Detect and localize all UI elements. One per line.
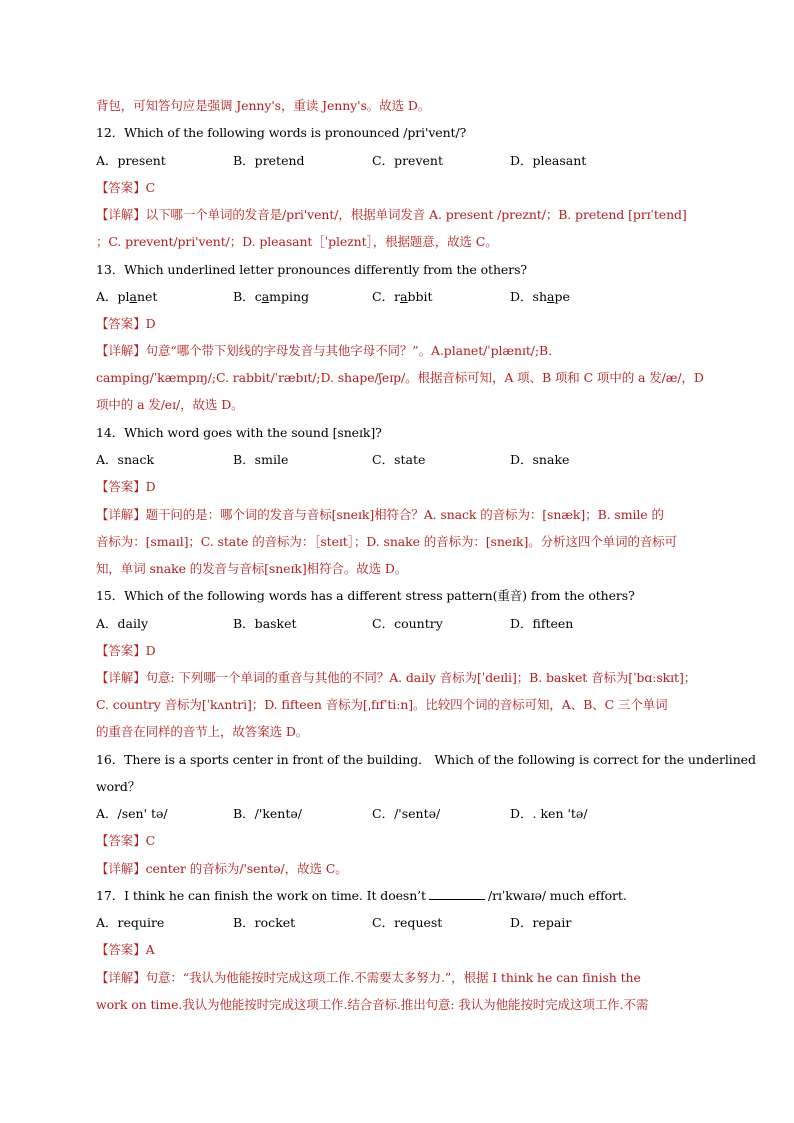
detail-tag: 【详解】 (96, 343, 146, 358)
q16-option-a: A．/sen' tə/ (96, 806, 168, 821)
q13-detail-cont-2: 项中的 a 发/eɪ/，故选 D。 (96, 397, 244, 412)
answer-blank (429, 888, 485, 900)
q12-detail-cont: ；C. prevent/pri'vent/；D. pleasant［ˈpleznt］，根据题意，故选 C。 (96, 234, 498, 249)
answer-tag: 【答案】 (96, 942, 146, 957)
q13-option-b: B．camping (233, 289, 310, 304)
question-12: 12．Which of the following words is pronounced /pri'vent/? (96, 125, 467, 140)
q12-option-a: A．present (96, 153, 166, 168)
answer-tag: 【答案】 (96, 316, 146, 331)
q17-answer (96, 942, 706, 958)
q14-option-c: C．state (372, 452, 426, 467)
question-13: 13．Which underlined letter pronounces differently from the others? (96, 262, 527, 277)
q12-option-d: D．pleasant (510, 153, 587, 168)
q14-answer (96, 479, 706, 495)
q16-option-d: D．. ken 'tə/ (510, 806, 588, 821)
q17-option-a: A．require (96, 915, 165, 930)
q14-option-b: B．smile (233, 452, 289, 467)
answer-tag: 【答案】 (96, 180, 146, 195)
q12-option-b: B．pretend (233, 153, 305, 168)
q17-detail (96, 970, 706, 986)
question-15: 15．Which of the following words has a different stress pattern(重音) from the others? (96, 588, 635, 603)
answer-tag: 【答案】 (96, 833, 146, 848)
q14-detail-cont-2: 知，单词 snake 的发音与音标[sneɪk]相符合。故选 D。 (96, 561, 408, 576)
q13-detail (96, 343, 706, 359)
question-17: 17．I think he can finish the work on time. It doesn’t /rɪˈkwaɪə/ much effort. (96, 888, 627, 903)
detail-text: 题干问的是：哪个词的发音与音标[sneɪk]相符合？A. snack 的音标为：[snæk]；B. smile 的 (145, 507, 664, 522)
q15-option-c: C．country (372, 616, 443, 631)
q12-answer (96, 180, 706, 196)
answer-value: D (145, 479, 156, 494)
q12-option-c: C．prevent (372, 153, 443, 168)
q16-answer (96, 833, 706, 849)
answer-tag: 【答案】 (96, 479, 146, 494)
answer-value: D (145, 643, 156, 658)
answer-value: A (145, 942, 155, 957)
q15-option-a: A．daily (96, 616, 149, 631)
detail-text: 句意：“我认为他能按时完成这项工作.不需要太多努力.”，根据 I think he can finish the (145, 970, 641, 985)
q14-detail (96, 507, 706, 523)
q17-option-c: C．request (372, 915, 443, 930)
detail-tag: 【详解】 (96, 670, 146, 685)
q15-detail (96, 670, 706, 686)
detail-text: 句意: 下列哪一个单词的重音与其他的不同？A. daily 音标为[ˈdeɪli]；B. basket 音标为[ˈbɑːskɪt]； (145, 670, 697, 685)
q17-option-b: B．rocket (233, 915, 296, 930)
answer-tag: 【答案】 (96, 643, 146, 658)
q15-option-b: B．basket (233, 616, 297, 631)
q14-detail-cont: 音标为：[smaɪl]；C. state 的音标为：［steɪt］；D. snake 的音标为：[sneɪk]。分析这四个单词的音标可 (96, 534, 678, 549)
detail-text: 句意“哪个带下划线的字母发音与其他字母不同？”。A.planet/ˈplænɪt/;B. (145, 343, 552, 358)
q16-option-b: B．/'kentə/ (233, 806, 302, 821)
q16-option-c: C．/'sentə/ (372, 806, 441, 821)
q13-answer (96, 316, 706, 332)
q12-detail (96, 207, 706, 223)
detail-text: center 的音标为/'sentə/，故选 C。 (145, 861, 348, 876)
answer-value: D (145, 316, 156, 331)
q13-option-d: D．shape (510, 289, 570, 304)
answer-value: C (145, 833, 156, 848)
q15-option-d: D．fifteen (510, 616, 574, 631)
q15-detail-cont-2: 的重音在同样的音节上，故答案选 D。 (96, 724, 309, 739)
detail-tag: 【详解】 (96, 207, 146, 222)
detail-tag: 【详解】 (96, 861, 146, 876)
intro-line: 背包，可知答句应是强调 Jenny's，重读 Jenny's。故选 D。 (96, 98, 431, 113)
q16-detail (96, 861, 706, 877)
detail-text: 以下哪一个单词的发音是/pri'vent/，根据单词发音 A. present /preznt/；B. pretend [prɪˈtend] (145, 207, 687, 222)
q14-option-a: A．snack (96, 452, 155, 467)
q13-detail-cont: camping/ˈkæmpɪŋ/;C. rabbit/ˈræbɪt/;D. shape/ʃeɪp/。根据音标可知，A 项、B 项和 C 项中的 a 发/æ/，D (96, 370, 704, 385)
q17-option-d: D．repair (510, 915, 572, 930)
q14-option-d: D．snake (510, 452, 570, 467)
q15-detail-cont: C. country 音标为[ˈkʌntri]；D. fifteen 音标为[ˌfɪfˈtiːn]。比较四个词的音标可知，A、B、C 三个单词 (96, 697, 668, 712)
q13-option-a: A．planet (96, 289, 158, 304)
q17-detail-cont: work on time.我认为他能按时完成这项工作.结合音标.推出句意: 我认为他能按时完成这项工作.不需 (96, 997, 649, 1012)
question-14: 14．Which word goes with the sound [sneɪk]? (96, 425, 382, 440)
answer-value: C (145, 180, 156, 195)
q15-answer (96, 643, 706, 659)
q13-option-c: C．rabbit (372, 289, 433, 304)
question-16: 16．There is a sports center in front of the building． Which of the following is correct for the underlined (96, 752, 756, 767)
detail-tag: 【详解】 (96, 970, 146, 985)
question-16-cont: word？ (96, 779, 141, 794)
detail-tag: 【详解】 (96, 507, 146, 522)
